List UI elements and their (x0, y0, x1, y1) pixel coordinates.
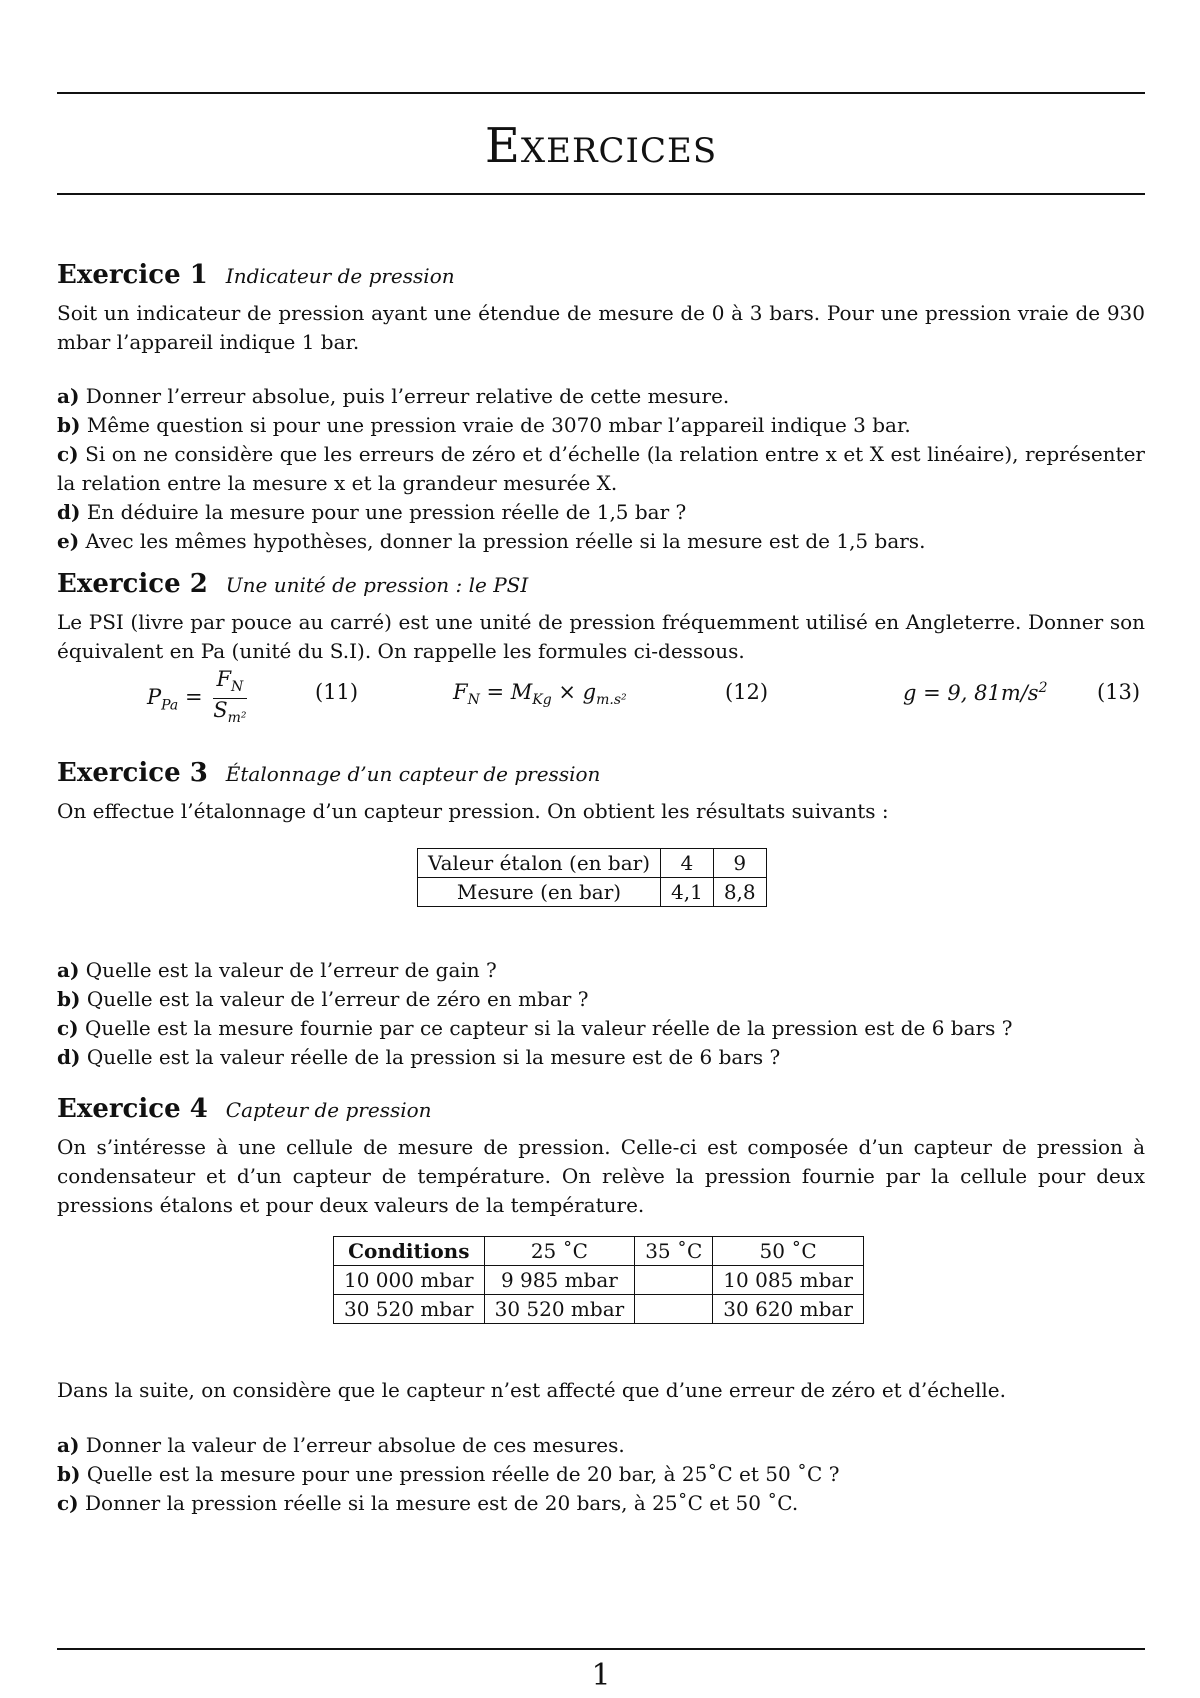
formula-text: = M (479, 680, 533, 704)
table-cell (635, 1295, 713, 1324)
exercise-3-subtitle: Étalonnage d’un capteur de pression (225, 762, 601, 786)
exercise-3-title: Exercice 3 (57, 758, 208, 788)
footer-rule (57, 1648, 1145, 1650)
question-text: Quelle est la mesure fournie par ce capteur si la valeur réelle de la pression est de 6 bars ? (85, 1016, 1013, 1040)
exercise-1 (57, 258, 1145, 556)
question-text: Donner la pression réelle si la mesure est de 20 bars, à 25˚C et 50 ˚C. (85, 1491, 799, 1515)
exercise-2-subtitle: Une unité de pression : le PSI (225, 573, 529, 597)
page-number: 1 (591, 1658, 611, 1693)
question-item (57, 382, 1145, 411)
table-row (418, 849, 767, 878)
table-cell: 10 085 mbar (713, 1266, 864, 1295)
table-header-cell: 25 ˚C (484, 1237, 635, 1266)
table-header-cell: Conditions (334, 1237, 485, 1266)
question-item (57, 985, 1145, 1014)
question-label: c) (57, 1016, 79, 1040)
question-label: d) (57, 1045, 81, 1069)
table-cell: 4 (661, 849, 714, 878)
question-text: Avec les mêmes hypothèses, donner la pression réelle si la mesure est de 1,5 bars. (85, 529, 926, 553)
question-text: Quelle est la valeur de l’erreur de zéro en mbar ? (86, 987, 589, 1011)
exercise-3 (57, 756, 1145, 826)
temperature-table (333, 1236, 864, 1324)
question-item (57, 1431, 1145, 1460)
question-label: b) (57, 413, 81, 437)
formula-text: × g (551, 680, 597, 704)
exercise-1-heading (57, 258, 1145, 293)
exercise-3-intro: On effectue l’étalonnage d’un capteur pression. On obtient les résultats suivants : (57, 799, 889, 823)
exercise-4-questions (57, 1431, 1145, 1518)
question-text: Quelle est la valeur de l’erreur de gain ? (85, 958, 497, 982)
question-text: Donner l’erreur absolue, puis l’erreur relative de cette mesure. (85, 384, 730, 408)
question-label: d) (57, 500, 81, 524)
equation-number: (13) (1097, 680, 1141, 704)
fraction-denominator (213, 699, 246, 729)
formula-text: S (213, 698, 228, 723)
question-label: e) (57, 529, 80, 553)
top-rule (57, 92, 1145, 94)
formula-subscript: Pa (161, 697, 179, 714)
table-row (334, 1237, 864, 1266)
question-text: Quelle est la mesure pour une pression réelle de 20 bar, à 25˚C et 50 ˚C ? (86, 1462, 840, 1486)
question-item (57, 411, 1145, 440)
exercise-4-subtitle: Capteur de pression (225, 1098, 432, 1122)
equation-number: (12) (725, 680, 769, 704)
exercise-2-intro: Le PSI (livre par pouce au carré) est une unité de pression fréquemment utilisé en Angleterre. Donner son équivalent en Pa (unité du S.I). On rappelle les formules ci-dessous. (57, 610, 1145, 663)
question-label: c) (57, 442, 79, 466)
title-bottom-rule (57, 193, 1145, 195)
question-text: Quelle est la valeur réelle de la pression si la mesure est de 6 bars ? (86, 1045, 781, 1069)
formula-row (57, 667, 1145, 727)
table-cell: 9 (713, 849, 766, 878)
question-item (57, 498, 1145, 527)
question-item (57, 1460, 1145, 1489)
exercise-4-title: Exercice 4 (57, 1094, 208, 1124)
exercise-2-title: Exercice 2 (57, 569, 208, 599)
table-cell: 4,1 (661, 878, 714, 907)
question-label: a) (57, 384, 80, 408)
exercise-4-heading (57, 1092, 1145, 1127)
document-page (57, 0, 1145, 1698)
question-item (57, 527, 1145, 556)
exercise-1-title: Exercice 1 (57, 260, 208, 290)
question-label: a) (57, 1433, 80, 1457)
question-item (57, 1043, 1145, 1072)
exercise-4-intro: On s’intéresse à une cellule de mesure de pression. Celle-ci est composée d’un capteur de pression à condensateur et d’un capteur de température. On relève la pression fournie par la cellule pour deux pressions étalons et pour deux valeurs de la température. (57, 1135, 1145, 1217)
table-header-cell: 50 ˚C (713, 1237, 864, 1266)
exercise-4-note: Dans la suite, on considère que le capteur n’est affecté que d’une erreur de zéro et d’échelle. (57, 1378, 1006, 1402)
table-row (334, 1295, 864, 1324)
formula-superscript: 2 (1038, 680, 1048, 696)
question-text: En déduire la mesure pour une pression réelle de 1,5 bar ? (86, 500, 687, 524)
formula-11: $P_{Pa}$ = $\frac{F_N}{S_{m^2}}$ (147, 668, 247, 729)
question-label: a) (57, 958, 80, 982)
formula-13 (903, 680, 1048, 705)
table-cell: 30 520 mbar (334, 1295, 485, 1324)
formula-subscript: N (231, 679, 244, 696)
exercise-1-intro: Soit un indicateur de pression ayant une étendue de mesure de 0 à 3 bars. Pour une pression vraie de 930 mbar l’appareil indique 1 bar. (57, 301, 1145, 354)
question-label: b) (57, 987, 81, 1011)
formula-subscript: Kg (532, 692, 552, 709)
question-text: Si on ne considère que les erreurs de zéro et d’échelle (la relation entre x et X est linéaire), représenter la relation entre la mesure x et la grandeur mesurée X. (57, 442, 1145, 495)
question-item (57, 1014, 1145, 1043)
formula-text: F (453, 680, 468, 704)
formula-subscript: N (467, 692, 480, 709)
exercise-4-note-block (57, 1376, 1145, 1518)
exercise-3-heading (57, 756, 1145, 791)
table-row (334, 1266, 864, 1295)
question-item (57, 1489, 1145, 1518)
table-cell (635, 1266, 713, 1295)
exercise-2 (57, 567, 1145, 666)
fraction (213, 668, 246, 729)
calibration-table (417, 848, 767, 907)
question-text: Donner la valeur de l’erreur absolue de ces mesures. (85, 1433, 625, 1457)
formula-text: F (216, 667, 232, 691)
table-cell: 9 985 mbar (484, 1266, 635, 1295)
table-cell: Mesure (en bar) (418, 878, 661, 907)
formula-12 (453, 680, 627, 708)
table-cell: 8,8 (713, 878, 766, 907)
question-label: c) (57, 1491, 79, 1515)
page-title: Exercices (484, 118, 718, 174)
question-item (57, 956, 1145, 985)
equation-number: (11) (315, 680, 359, 704)
table-cell: 10 000 mbar (334, 1266, 485, 1295)
formula-subscript: m² (227, 710, 247, 727)
exercise-4 (57, 1092, 1145, 1220)
formula-text: P (147, 685, 162, 710)
question-label: b) (57, 1462, 81, 1486)
table-cell: 30 520 mbar (484, 1295, 635, 1324)
exercise-3-questions (57, 956, 1145, 1072)
table-cell: Valeur étalon (en bar) (418, 849, 661, 878)
fraction-numerator (213, 668, 246, 699)
question-text: Même question si pour une pression vraie de 3070 mbar l’appareil indique 3 bar. (86, 413, 911, 437)
question-item (57, 440, 1145, 498)
formula-text: g = 9, 81m/s (903, 681, 1039, 705)
exercise-2-heading (57, 567, 1145, 602)
formula-subscript: m.s² (596, 692, 627, 709)
table-row (418, 878, 767, 907)
table-header-cell: 35 ˚C (635, 1237, 713, 1266)
exercise-1-questions (57, 382, 1145, 556)
table-cell: 30 620 mbar (713, 1295, 864, 1324)
exercise-1-subtitle: Indicateur de pression (225, 264, 455, 288)
